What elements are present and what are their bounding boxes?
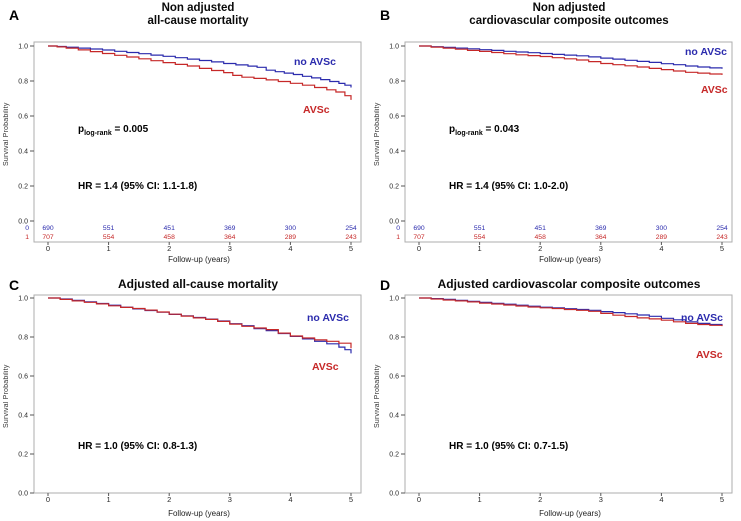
panel-title-line2: all-cause mortality: [147, 15, 249, 27]
panel-title-line1: Non adjusted: [532, 2, 606, 14]
p-subscript: log-rank: [84, 130, 112, 137]
x-axis-label: Follow-up (years): [168, 509, 230, 518]
panel-c: [0, 265, 370, 521]
svg-text:554: 554: [473, 234, 486, 241]
hazard-ratio-note: HR = 1.4 (95% CI: 1.1-1.8): [78, 181, 198, 192]
hazard-ratio-note: HR = 1.4 (95% CI: 1.0-2.0): [449, 181, 569, 192]
svg-text:690: 690: [42, 225, 54, 232]
svg-text:300: 300: [284, 225, 297, 232]
x-axis-label: Follow-up (years): [539, 255, 601, 264]
p-subscript: log-rank: [455, 130, 483, 137]
svg-text:3: 3: [227, 244, 232, 253]
y-axis-ticks: [18, 296, 34, 498]
y-axis-ticks: [389, 44, 405, 226]
svg-text:0.2: 0.2: [18, 451, 28, 459]
panel-title-line2: cardiovascular composite outcomes: [469, 15, 669, 27]
svg-text:0.8: 0.8: [389, 78, 399, 86]
panel-title-line1: Non adjusted: [161, 2, 235, 14]
svg-text:2: 2: [538, 244, 543, 253]
svg-text:0.6: 0.6: [389, 373, 399, 381]
y-axis-ticks: [18, 44, 34, 226]
plot-frame: [34, 42, 361, 242]
svg-text:0.4: 0.4: [389, 412, 399, 420]
svg-text:4: 4: [288, 244, 293, 253]
curve-label-no-avsc: no AVSc: [294, 56, 337, 68]
plot-frame: [405, 295, 732, 493]
svg-text:243: 243: [716, 234, 728, 241]
panel-letter: B: [380, 7, 391, 23]
svg-text:369: 369: [224, 225, 236, 232]
svg-text:254: 254: [716, 225, 728, 232]
svg-text:1.0: 1.0: [389, 295, 399, 303]
km-plot: [0, 0, 370, 265]
svg-text:0.0: 0.0: [18, 490, 28, 498]
svg-text:0: 0: [45, 495, 51, 504]
svg-text:1.0: 1.0: [18, 43, 28, 51]
svg-text:0.2: 0.2: [389, 183, 399, 191]
plot-frame: [405, 42, 732, 242]
x-axis-ticks: [46, 242, 353, 253]
km-plot: [371, 265, 741, 521]
p-value: = 0.005: [111, 124, 149, 135]
y-axis-label: Survival Probability: [3, 102, 10, 166]
svg-text:1.0: 1.0: [389, 43, 399, 51]
svg-text:5: 5: [348, 495, 354, 504]
svg-text:0: 0: [416, 244, 422, 253]
panel-letter: D: [380, 277, 391, 293]
x-axis-ticks: [46, 493, 353, 504]
svg-text:707: 707: [413, 234, 425, 241]
hazard-ratio-note: HR = 1.0 (95% CI: 0.8-1.3): [78, 441, 198, 452]
svg-text:0: 0: [416, 495, 422, 504]
km-curve-no-avsc: [48, 298, 351, 353]
y-axis-label: Survival Probability: [374, 364, 381, 428]
svg-text:0.8: 0.8: [18, 334, 28, 342]
svg-text:369: 369: [595, 225, 607, 232]
panel-d: [371, 265, 741, 521]
svg-text:458: 458: [163, 234, 175, 241]
svg-text:707: 707: [42, 234, 54, 241]
km-plot: [0, 265, 370, 521]
svg-text:0.0: 0.0: [389, 218, 399, 226]
x-axis-ticks: [417, 493, 724, 504]
svg-text:4: 4: [659, 495, 664, 504]
svg-text:364: 364: [595, 234, 607, 241]
svg-text:0.4: 0.4: [18, 412, 28, 420]
svg-text:254: 254: [345, 225, 357, 232]
svg-text:5: 5: [719, 244, 725, 253]
svg-text:0.4: 0.4: [389, 148, 399, 156]
risk-table: [396, 225, 728, 241]
curve-label-avsc: AVSc: [303, 104, 330, 116]
curve-label-no-avsc: no AVSc: [681, 312, 724, 324]
svg-text:1: 1: [477, 244, 482, 253]
svg-text:0: 0: [396, 225, 400, 232]
svg-text:5: 5: [719, 495, 725, 504]
plot-frame: [34, 295, 361, 493]
svg-text:458: 458: [534, 234, 546, 241]
svg-text:0.2: 0.2: [18, 183, 28, 191]
svg-text:451: 451: [163, 225, 175, 232]
svg-text:0: 0: [45, 244, 51, 253]
p-value: = 0.043: [482, 124, 520, 135]
svg-text:551: 551: [473, 225, 486, 232]
p-symbol: p: [449, 124, 456, 135]
svg-text:289: 289: [655, 234, 668, 241]
panel-b: [371, 0, 741, 265]
svg-text:289: 289: [284, 234, 297, 241]
panel-a: [0, 0, 370, 265]
svg-text:2: 2: [167, 495, 172, 504]
y-axis-ticks: [389, 296, 405, 498]
svg-text:0.0: 0.0: [389, 490, 399, 498]
km-curve-avsc: [419, 46, 722, 75]
svg-text:551: 551: [102, 225, 115, 232]
svg-text:0.6: 0.6: [18, 113, 28, 121]
svg-text:0.2: 0.2: [389, 451, 399, 459]
svg-text:2: 2: [167, 244, 172, 253]
x-axis-ticks: [417, 242, 724, 253]
svg-text:4: 4: [659, 244, 664, 253]
svg-text:451: 451: [534, 225, 546, 232]
svg-text:554: 554: [102, 234, 115, 241]
svg-text:3: 3: [227, 495, 232, 504]
p-symbol: p: [78, 124, 85, 135]
svg-text:364: 364: [224, 234, 236, 241]
panel-letter: C: [9, 277, 20, 293]
y-axis-label: Survival Probability: [3, 364, 10, 428]
km-plot: [371, 0, 741, 265]
svg-text:1: 1: [25, 234, 29, 241]
km-curve-avsc: [48, 298, 351, 348]
svg-text:0.0: 0.0: [18, 218, 28, 226]
svg-text:3: 3: [598, 244, 603, 253]
hazard-ratio-note: HR = 1.0 (95% CI: 0.7-1.5): [449, 441, 569, 452]
x-axis-label: Follow-up (years): [539, 509, 601, 518]
svg-text:0.8: 0.8: [389, 334, 399, 342]
y-axis-label: Survival Probability: [374, 102, 381, 166]
svg-text:1: 1: [106, 244, 111, 253]
svg-text:4: 4: [288, 495, 293, 504]
curve-label-avsc: AVSc: [701, 84, 728, 96]
x-axis-label: Follow-up (years): [168, 255, 230, 264]
svg-text:1: 1: [396, 234, 400, 241]
km-curve-avsc: [419, 298, 722, 326]
svg-text:300: 300: [655, 225, 668, 232]
svg-text:0.8: 0.8: [18, 78, 28, 86]
svg-text:3: 3: [598, 495, 603, 504]
km-curve-avsc: [48, 46, 351, 100]
risk-table: [25, 225, 357, 241]
logrank-p-value: [449, 124, 519, 137]
svg-text:690: 690: [413, 225, 425, 232]
svg-text:243: 243: [345, 234, 357, 241]
curve-label-avsc: AVSc: [696, 349, 723, 361]
panel-letter: A: [9, 7, 20, 23]
panel-title-line1: Adjusted all-cause mortality: [117, 277, 279, 291]
svg-text:0.6: 0.6: [18, 373, 28, 381]
curve-label-no-avsc: no AVSc: [685, 46, 728, 58]
svg-text:2: 2: [538, 495, 543, 504]
svg-text:1: 1: [477, 495, 482, 504]
svg-text:0: 0: [25, 225, 29, 232]
curve-label-avsc: AVSc: [312, 361, 339, 373]
svg-text:1: 1: [106, 495, 111, 504]
panel-title-line1: Adjusted cardiovascolar composite outcomes: [437, 277, 701, 291]
svg-text:0.4: 0.4: [18, 148, 28, 156]
svg-text:1.0: 1.0: [18, 295, 28, 303]
svg-text:5: 5: [348, 244, 354, 253]
svg-text:0.6: 0.6: [389, 113, 399, 121]
curve-label-no-avsc: no AVSc: [307, 312, 350, 324]
logrank-p-value: [78, 124, 148, 137]
